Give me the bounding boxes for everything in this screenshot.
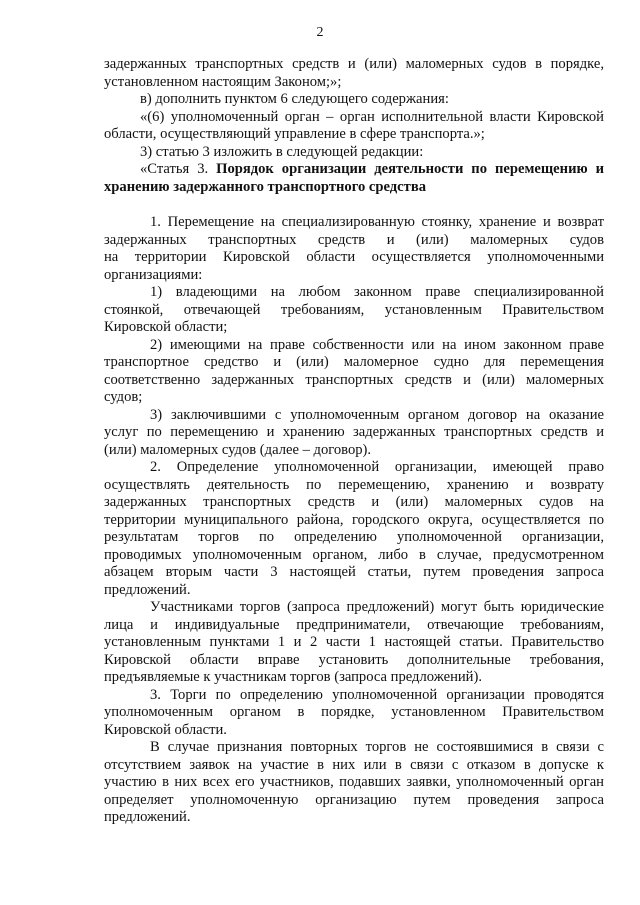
text-line: соответственно задержанных транспортных средств и (или) маломерных [104,371,604,388]
text-line: организациями: [104,266,203,283]
text-line: 2. Определение уполномоченной организации, имеющей право [150,459,604,475]
text-line: Участниками торгов (запроса предложений) могут быть юридические [150,599,604,615]
paragraph [104,214,604,284]
page-number: 2 [316,25,324,40]
text-line: участию в них всех его участников, подавших заявки, уполномоченный орган [104,774,604,790]
spacer [104,196,604,214]
text-line: В случае признания повторных торгов не состоявшимися в связи с [150,739,604,755]
paragraph [104,144,604,162]
paragraph [104,687,604,740]
text-line: установленном настоящим Законом;»; [104,73,342,90]
paragraph [104,739,604,827]
text-line: абзацем вторым части 3 настоящей статьи, путем проведения запроса [104,564,604,580]
text-line: предъявляемые к участникам торгов (запроса предложений). [104,669,483,685]
paragraph [104,599,604,687]
text-line: проводимых уполномоченным органом, либо в случае, предусмотренном [104,546,604,563]
paragraph [104,56,604,91]
text-line: 1) владеющими на любом законном праве специализированной [150,284,604,300]
text-line: предложений. [104,581,191,598]
text-line: транспортное средство и (или) маломерное судно для перемещения [104,354,604,370]
text-line: уполномоченным органом в порядке, установленном Правительством [104,704,604,720]
text-line: области, осуществляющий управление в сфере транспорта.»; [104,126,485,142]
text-line: хранению задержанного транспортного средства [104,178,426,195]
text-line: 3. Торги по определению уполномоченной организации проводятся [150,686,604,703]
paragraph [104,284,604,337]
text-line: задержанных транспортных средств и (или) маломерных судов на [104,494,604,510]
text-line: 1. Перемещение на специализированную стоянку, хранение и возврат [150,214,604,230]
text-line: Кировской области вправе установить дополнительные требования, [104,651,604,668]
document-body [104,56,604,827]
text-line: предложений. [104,809,191,825]
text-line: лица и индивидуальные предприниматели, отвечающие требованиям, [104,616,604,633]
text-line: осуществлять деятельность по перемещению, хранению и возврату [104,476,604,493]
paragraph [104,407,604,460]
text-line: территории муниципального района, городского округа, осуществляется по [104,511,604,528]
text-line: в) дополнить пунктом 6 следующего содержания: [140,91,449,107]
text-line: Кировской области. [104,721,227,738]
paragraph [104,161,604,196]
text-line: стоянкой, отвечающей требованиям, установленным Правительством [104,301,604,318]
text-line: отсутствием заявок на участие в них или в связи с отказом в допуске к [104,756,604,773]
paragraph [104,337,604,407]
text-line: на территории Кировской области осуществляется уполномоченными [104,249,604,265]
text-line: Кировской области; [104,319,228,335]
paragraph [104,109,604,144]
paragraph [104,459,604,599]
text-line: задержанных транспортных средств и (или) маломерных судов в порядке, [104,56,604,72]
text-line: установленным пунктами 1 и 2 части 1 настоящей статьи. Правительство [104,634,604,650]
text-line: «Статья 3. Порядок организации деятельности по перемещению и [140,161,604,177]
text-line: судов; [104,389,143,405]
text-line: 3) заключившими с уполномоченным органом договор на оказание [150,406,604,423]
text-line: «(6) уполномоченный орган – орган исполнительной власти Кировской [140,108,604,125]
text-line: результатам торгов по определению уполномоченной организации, [104,529,604,545]
paragraph [104,91,604,109]
text-line: 3) статью 3 изложить в следующей редакции: [140,143,424,160]
text-line: задержанных транспортных средств и (или) маломерных судов [104,231,604,248]
text-line: услуг по перемещению и хранению задержанных транспортных средств и [104,424,604,440]
text-line: 2) имеющими на праве собственности или на ином законном праве [150,336,604,353]
text-line: определяет уполномоченную организацию путем проведения запроса [104,791,604,808]
text-line: (или) маломерных судов (далее – договор). [104,441,372,458]
